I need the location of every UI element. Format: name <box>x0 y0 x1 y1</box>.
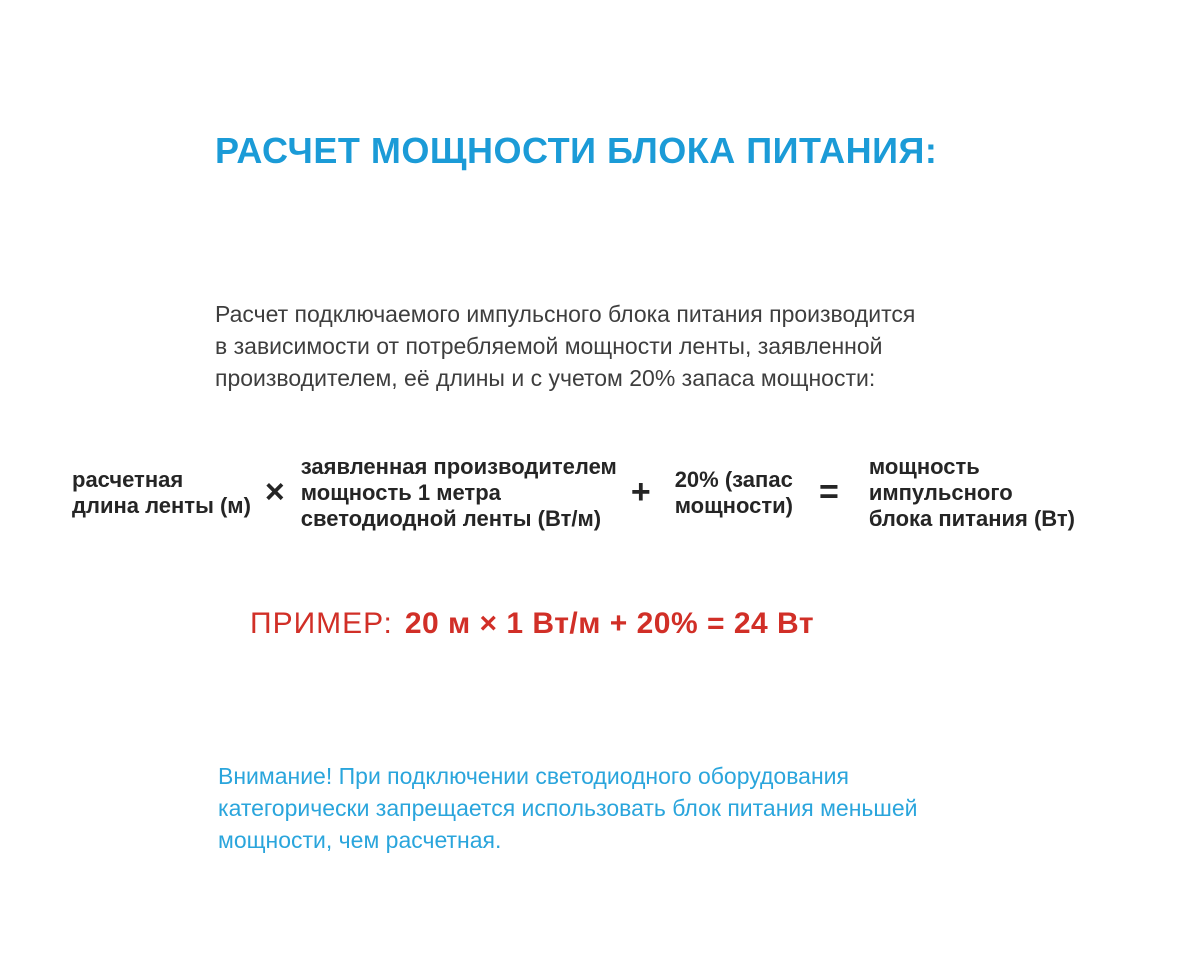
intro-line: производителем, её длины и с учетом 20% запаса мощности: <box>215 365 876 391</box>
term-line: заявленная производителем <box>300 454 617 479</box>
formula-term-psu-power <box>869 454 1075 532</box>
formula-term-power-reserve <box>675 467 793 519</box>
intro-line: Расчет подключаемого импульсного блока питания производится <box>215 301 916 327</box>
intro-line: в зависимости от потребляемой мощности ленты, заявленной <box>215 333 883 359</box>
equals-operator: = <box>818 473 839 511</box>
warning-line: Внимание! При подключении светодиодного оборудования <box>218 763 849 789</box>
warning-line: категорически запрещается использовать блок питания меньшей <box>218 795 918 821</box>
term-line: 20% (запас <box>674 467 793 492</box>
term-line: мощность 1 метра <box>300 480 501 505</box>
multiply-operator: × <box>264 473 285 511</box>
example-prefix: ПРИМЕР: <box>250 607 393 640</box>
intro-paragraph <box>215 298 915 394</box>
term-line: мощности) <box>674 493 793 518</box>
formula-row <box>72 450 1152 536</box>
page-title: РАСЧЕТ МОЩНОСТИ БЛОКА ПИТАНИЯ: <box>215 130 938 171</box>
warning-line: мощности, чем расчетная. <box>218 827 502 853</box>
term-line: светодиодной ленты (Вт/м) <box>300 506 602 531</box>
term-line: мощность <box>868 454 980 479</box>
plus-operator: + <box>630 473 651 511</box>
warning-paragraph <box>218 760 917 856</box>
example-formula: 20 м × 1 Вт/м + 20% = 24 Вт <box>404 607 815 640</box>
term-line: длина ленты (м) <box>72 493 251 518</box>
example-line <box>250 606 814 642</box>
formula-term-power-per-meter <box>301 454 617 532</box>
formula-term-strip-length <box>72 467 251 519</box>
term-line: расчетная <box>72 467 184 492</box>
term-line: импульсного <box>868 480 1013 505</box>
term-line: блока питания (Вт) <box>868 506 1075 531</box>
